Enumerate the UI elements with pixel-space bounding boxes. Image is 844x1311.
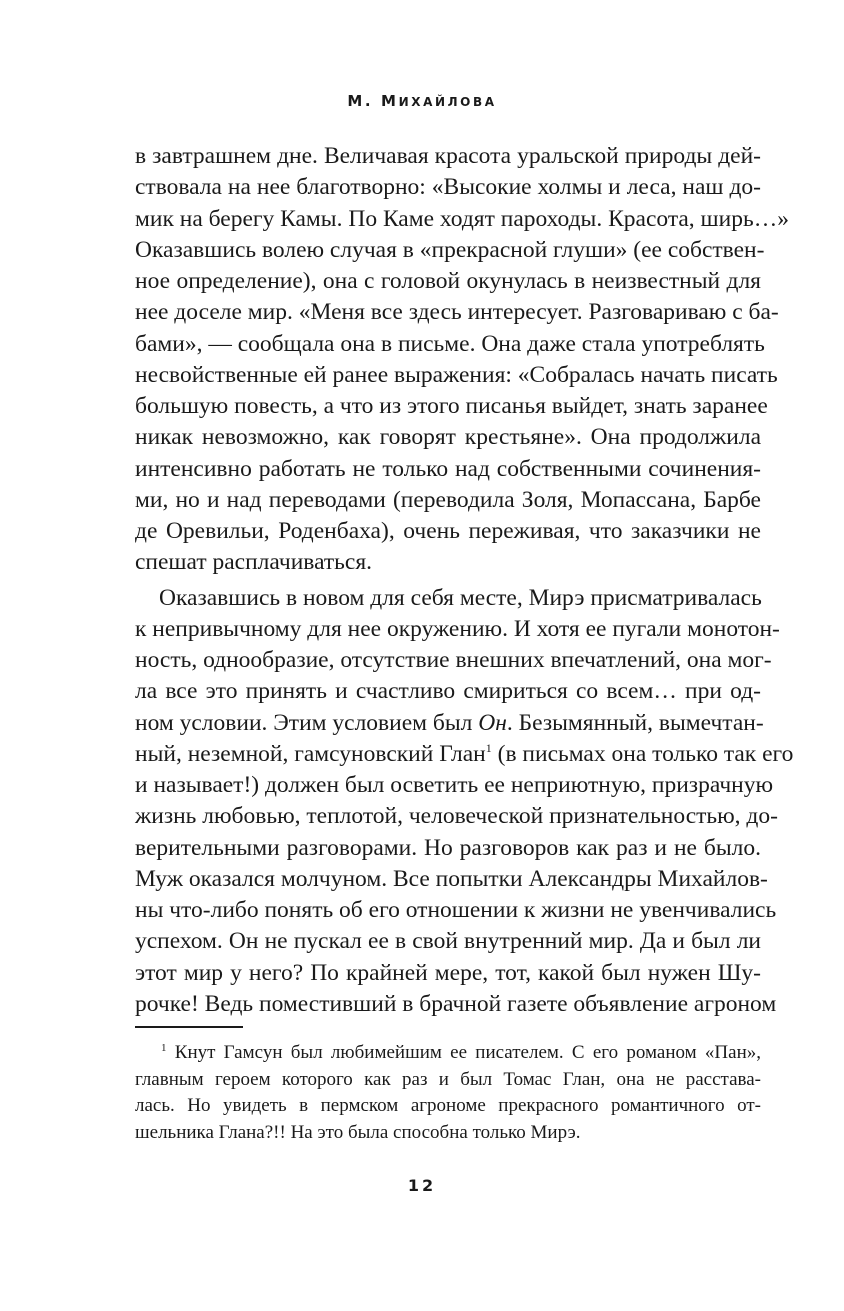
text-line: несвойственные ей ранее выражения: «Собралась начать писать [135, 361, 778, 388]
text-line: интенсивно работать не только над собственными сочинения- [135, 455, 761, 482]
text-line: спешат расплачиваться. [135, 549, 373, 576]
text-span: . Безымянный, вымечтан- [506, 709, 764, 736]
text-line: верительными разговорами. Но разговоров как раз и не было. [135, 834, 761, 861]
text-line [135, 708, 764, 739]
author-surname-rest: ИХАЙЛОВА [398, 95, 497, 109]
text-line: жизнь любовью, теплотой, человеческой признательностью, до- [135, 803, 778, 830]
footnote-line: шельника Глана?!! На это была способна только Мирэ. [135, 1121, 581, 1143]
text-line: ное определение), она с головой окунулась в неизвестный для [135, 268, 761, 294]
text-line: ность, однообразие, отсутствие внешних впечатлений, она мог- [135, 647, 772, 673]
main-text [135, 141, 794, 1020]
footnote-line: лась. Но увидеть в пермском агрономе прекрасного романтичного от- [135, 1095, 761, 1116]
text-span: Кнут Гамсун был любимейшим ее писателем. С его романом «Пан», [174, 1042, 762, 1063]
text-line: успехом. Он не пускал ее в свой внутренний мир. Да и был ли [135, 928, 761, 955]
footnote-separator [135, 1026, 243, 1028]
page-number: 12 [407, 1176, 437, 1195]
text-line: этот мир у него? По крайней мере, тот, какой был нужен Шу- [135, 959, 761, 986]
text-line: к непривычному для нее окружению. И хотя ее пугали монотон- [135, 615, 780, 642]
text-line: Оказавшись волею случая в «прекрасной глуши» (ее собствен- [135, 236, 765, 263]
text-line: мик на берегу Камы. По Каме ходят пароходы. Красота, ширь…» [135, 205, 789, 232]
text-line: бами», — сообщала она в письме. Она даже стала употреблять [135, 330, 765, 357]
running-header [0, 92, 844, 110]
footnote-line [135, 1040, 761, 1067]
paragraph-1 [135, 141, 789, 579]
text-span: ный, неземной, гамсуновский Глан [135, 740, 486, 767]
text-line: ла все это принять и счастливо смириться со всем… при од- [135, 678, 761, 705]
footnote-ref[interactable]: 1 [485, 740, 492, 755]
text-span: (в письмах она только так его [491, 740, 794, 767]
text-line: ми, но и над переводами (переводила Золя, Мопассана, Барбе [135, 486, 761, 513]
text-line: в завтрашнем дне. Величавая красота уральской природы дей- [135, 143, 761, 169]
text-line: никак невозможно, как говорят крестьяне». Она продолжила [135, 424, 761, 451]
text-line: рочке! Ведь поместивший в брачной газете объявление агроном [135, 990, 777, 1017]
text-line: Оказавшись в новом для себя месте, Мирэ присматривалась [159, 584, 762, 611]
text-line: нее доселе мир. «Меня все здесь интересует. Разговариваю с ба- [135, 299, 779, 326]
footnote-mark: 1 [161, 1042, 167, 1054]
text-line: ствовала на нее благотворно: «Высокие холмы и леса, наш до- [135, 174, 761, 201]
text-line: де Оревильи, Роденбаха), очень переживая, что заказчики не [135, 518, 761, 544]
author-surname-initial: М [381, 92, 399, 110]
emphasis-on: Он [478, 709, 507, 736]
text-line: Муж оказался молчуном. Все попытки Александры Михайлов- [135, 865, 768, 892]
text-line: и называет!) должен был осветить ее неприютную, призрачную [135, 772, 774, 798]
footnote-line: главным героем которого как раз и был Томас Глан, она не расстава- [135, 1068, 761, 1090]
text-span: ном условии. Этим условием был [135, 709, 479, 736]
text-line: большую повесть, а что из этого писанья выйдет, знать заранее [135, 393, 768, 419]
author-initial: М. [347, 92, 374, 110]
footnote [135, 1040, 761, 1146]
text-line: ны что-либо понять об его отношении к жизни не увенчивались [135, 897, 777, 923]
paragraph-2 [135, 583, 794, 1021]
text-line [135, 739, 794, 770]
